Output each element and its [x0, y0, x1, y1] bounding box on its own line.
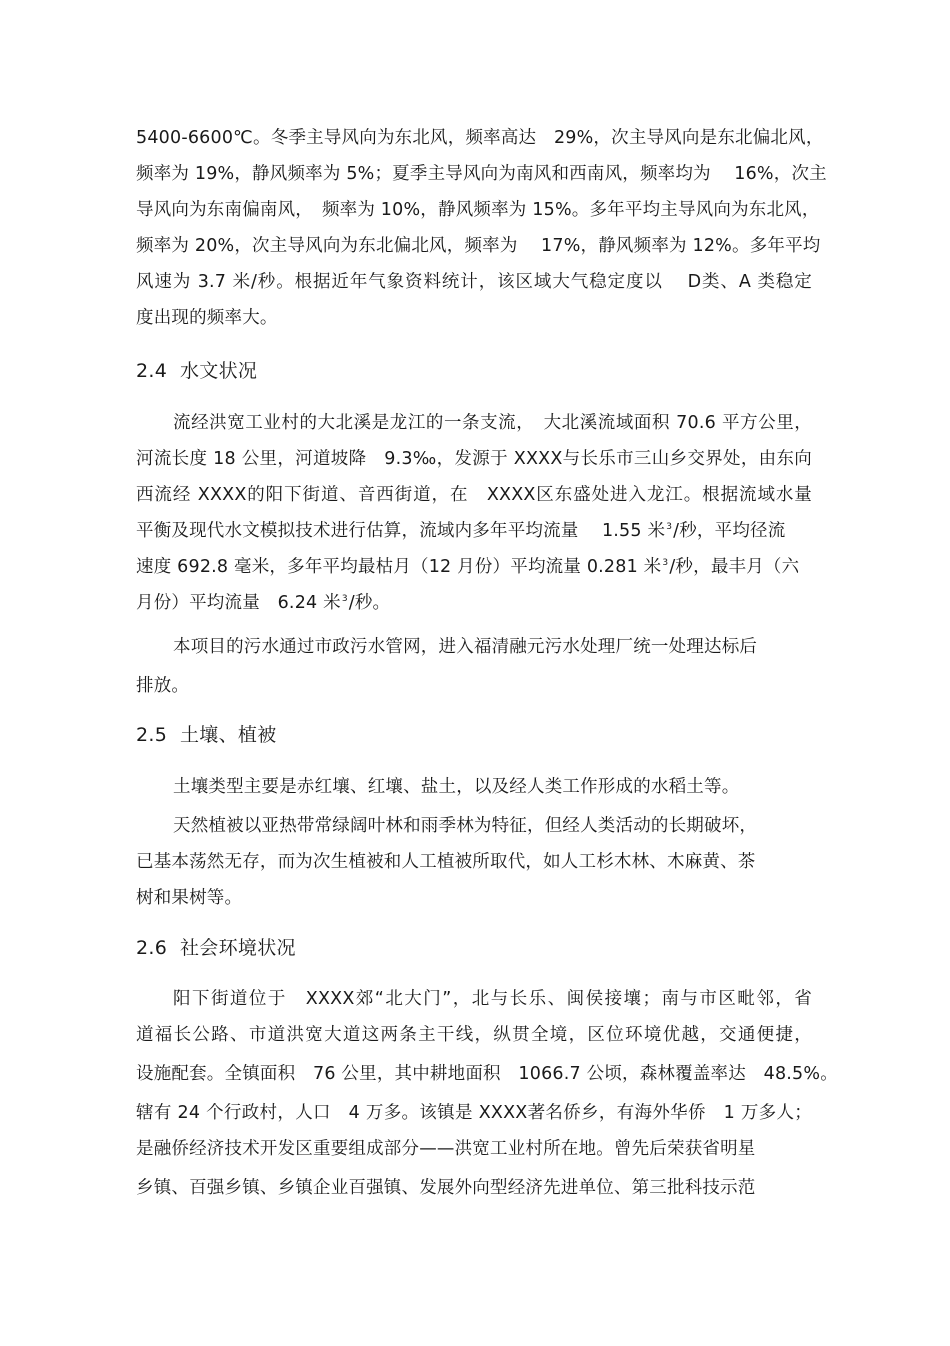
section-title: 水文状况 — [180, 360, 258, 382]
climate-line-6: 度出现的频率大。 — [136, 308, 278, 328]
vegetation-line-3: 树和果树等。 — [136, 888, 243, 908]
hydro-line-1: 流经洪宽工业村的大北溪是龙江的一条支流， 大北溪流域面积 70.6 平方公里， — [173, 413, 812, 433]
vegetation-line-2: 已基本荡然无存，而为次生植被和人工植被所取代，如人工杉木林、木麻黄、茶 — [136, 852, 756, 872]
vegetation-line-1: 天然植被以亚热带常绿阔叶林和雨季林为特征，但经人类活动的长期破坏， — [173, 816, 758, 836]
social-line-4: 辖有 24 个行政村，人口 4 万多。该镇是 XXXX著名侨乡，有海外华侨 1 万多人； — [136, 1103, 812, 1123]
social-line-3: 设施配套。全镇面积 76 公里，其中耕地面积 1066.7 公顷，森林覆盖率达 48.5%。 — [136, 1064, 838, 1084]
hydro-line-5-text: 速度 692.8 毫米，多年平均最枯月（12 月份）平均流量 0.281 米 — [136, 557, 662, 577]
climate-line-2: 频率为 19%，静风频率为 5%；夏季主导风向为南风和西南风，频率均为 16%，次主 — [136, 164, 827, 184]
hydro-line-6-unit: /秒。 — [348, 593, 391, 613]
hydro-line-6 — [136, 592, 390, 614]
climate-line-1: 5400-6600℃。冬季主导风向为东北风，频率高达 29%，次主导风向是东北偏北风， — [136, 128, 824, 148]
hydro-line-4-unit: /秒，平均径流 — [673, 521, 786, 541]
hydro-line-4-text: 平衡及现代水文模拟技术进行估算，流域内多年平均流量 1.55 米 — [136, 521, 666, 541]
hydro-line-2: 河流长度 18 公里，河道坡降 9.3‰，发源于 XXXX与长乐市三山乡交界处，由东向 — [136, 449, 812, 469]
hydro-line-3: 西流经 XXXX的阳下街道、音西街道，在 XXXX区东盛处进入龙江。根据流域水量 — [136, 485, 812, 505]
climate-line-5: 风速为 3.7 米/秒。根据近年气象资料统计，该区域大气稳定度以 D类、A 类稳定 — [136, 272, 812, 292]
social-line-5: 是融侨经济技术开发区重要组成部分——洪宽工业村所在地。曾先后荣获省明星 — [136, 1139, 756, 1159]
hydro-line-5 — [136, 556, 799, 578]
superscript-3: 3 — [341, 594, 348, 604]
hydro-line-5-unit: /秒，最丰月（六 — [669, 557, 800, 577]
social-line-2: 道福长公路、市道洪宽大道这两条主干线，纵贯全境，区位环境优越，交通便捷， — [136, 1025, 812, 1045]
section-heading-2-6 — [136, 936, 296, 960]
section-number: 2.5 — [136, 724, 168, 746]
superscript-3: 3 — [666, 522, 673, 532]
soil-paragraph: 土壤类型主要是赤红壤、红壤、盐土，以及经人类工作形成的水稻土等。 — [173, 777, 740, 797]
climate-line-3: 导风向为东南偏南风， 频率为 10%，静风频率为 15%。多年平均主导风向为东北风， — [136, 200, 820, 220]
section-title: 社会环境状况 — [180, 937, 296, 959]
social-line-6: 乡镇、百强乡镇、乡镇企业百强镇、发展外向型经济先进单位、第三批科技示范 — [136, 1178, 756, 1198]
section-heading-2-4 — [136, 359, 257, 383]
hydro-line-6-text: 月份）平均流量 6.24 米 — [136, 593, 341, 613]
social-line-1: 阳下街道位于 XXXX郊“北大门”，北与长乐、闽侯接壤；南与市区毗邻，省 — [173, 989, 812, 1009]
section-number: 2.6 — [136, 937, 168, 959]
sewage-line-1: 本项目的污水通过市政污水管网，进入福清融元污水处理厂统一处理达标后 — [173, 637, 758, 657]
section-heading-2-5 — [136, 723, 277, 747]
section-number: 2.4 — [136, 360, 168, 382]
section-title: 土壤、植被 — [180, 724, 277, 746]
superscript-3: 3 — [662, 558, 669, 568]
hydro-line-4 — [136, 520, 785, 542]
sewage-line-2: 排放。 — [136, 676, 190, 696]
climate-line-4: 频率为 20%，次主导风向为东北偏北风，频率为 17%，静风频率为 12%。多年平均 — [136, 236, 821, 256]
